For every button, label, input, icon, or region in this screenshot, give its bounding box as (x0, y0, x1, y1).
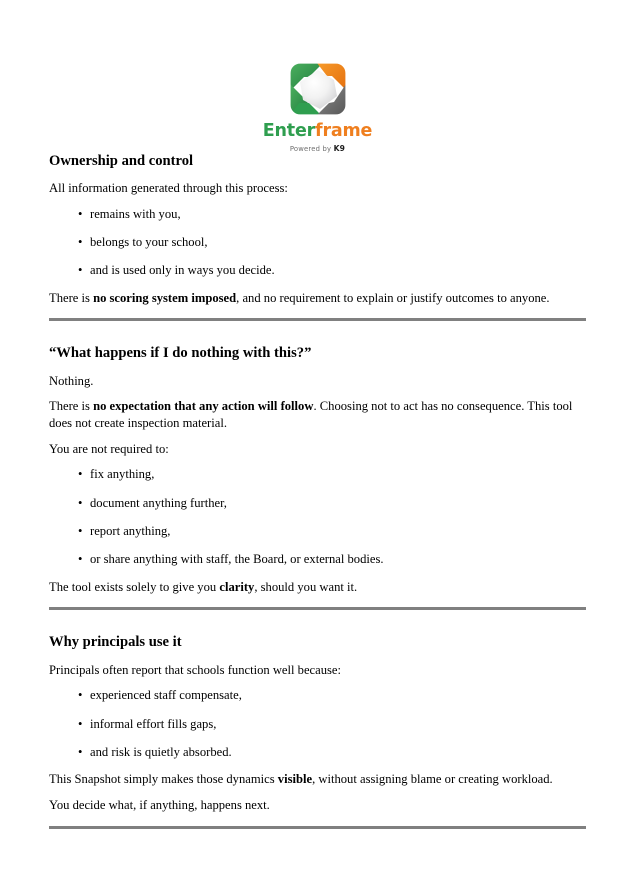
section-final-paragraph: You decide what, if anything, happens next. (49, 798, 270, 813)
bullet-icon: • (78, 467, 83, 482)
section-why-principals-use-it (49, 634, 586, 828)
list-item-label: and risk is quietly absorbed. (90, 745, 232, 760)
list-item-label: or share anything with staff, the Board, or external bodies. (90, 552, 384, 567)
list-item-label: remains with you, (90, 206, 181, 221)
section-body-paragraph (49, 398, 586, 431)
list-item (49, 466, 586, 482)
list-item (49, 687, 586, 703)
logo-wordmark (263, 123, 372, 141)
logo-tagline (290, 144, 345, 153)
section-intro-paragraph: All information generated through this process: (49, 181, 288, 195)
bullet-list (49, 687, 586, 760)
list-item-label: belongs to your school, (90, 234, 208, 249)
bullet-icon: • (78, 206, 83, 221)
bullet-icon: • (78, 552, 83, 567)
section-heading: Why principals use it (49, 634, 182, 651)
logo-wordmark-enter: Enter (262, 121, 316, 141)
section-lead-in-paragraph: You are not required to: (49, 441, 169, 456)
body-text-post: . Choosing not to act has no consequence. This tool does not create inspection material. (49, 399, 573, 431)
logo-wordmark-frame: frame (315, 121, 373, 141)
section-divider (49, 318, 586, 321)
list-item (49, 716, 586, 732)
list-item (49, 551, 586, 567)
list-item (49, 234, 586, 250)
bullet-icon: • (78, 523, 83, 538)
bullet-list (49, 206, 586, 279)
list-item-label: fix anything, (90, 467, 155, 482)
section-divider (49, 607, 586, 610)
closing-text-post: , should you want it. (254, 579, 358, 594)
closing-text-emphasis: clarity (219, 579, 255, 594)
bullet-icon: • (78, 495, 83, 510)
list-item (49, 206, 586, 222)
section-intro-paragraph: Principals often report that schools function well because: (49, 662, 342, 677)
closing-text-pre: There is (49, 290, 94, 305)
list-item-label: and is used only in ways you decide. (90, 263, 275, 278)
bullet-icon: • (78, 688, 83, 703)
body-text-emphasis: no expectation that any action will follow (93, 399, 314, 414)
section-divider (49, 826, 586, 829)
section-closing-paragraph (49, 290, 586, 307)
section-closing-paragraph (49, 579, 586, 596)
bullet-icon: • (78, 716, 83, 731)
document-content (0, 153, 635, 829)
closing-text-emphasis: visible (277, 772, 313, 787)
list-item-label: document anything further, (90, 495, 227, 510)
bullet-list (49, 466, 586, 567)
document-logo-header (0, 0, 635, 153)
section-what-happens-if-i-do-nothing (49, 345, 586, 610)
bullet-icon: • (78, 745, 83, 760)
closing-text-post: , without assigning blame or creating workload. (312, 772, 553, 787)
bullet-icon: • (78, 234, 83, 249)
list-item-label: report anything, (90, 523, 171, 538)
enterframe-aperture-logo-icon (287, 62, 349, 116)
section-intro-paragraph: Nothing. (49, 373, 94, 388)
closing-text-emphasis: no scoring system imposed (93, 290, 237, 305)
list-item (49, 744, 586, 760)
logo-tagline-brand: K9 (333, 143, 346, 153)
closing-text-post: , and no requirement to explain or justify outcomes to anyone. (236, 290, 550, 305)
list-item (49, 262, 586, 278)
closing-text-pre: This Snapshot simply makes those dynamics (49, 772, 278, 787)
list-item (49, 523, 586, 539)
section-ownership-and-control (49, 153, 586, 322)
list-item (49, 495, 586, 511)
section-heading: “What happens if I do nothing with this?” (49, 345, 312, 362)
section-heading: Ownership and control (49, 152, 194, 169)
logo-tagline-prefix: Powered by (289, 144, 334, 153)
closing-text-pre: The tool exists solely to give you (49, 579, 220, 594)
body-text-pre: There is (49, 399, 94, 414)
list-item-label: experienced staff compensate, (90, 688, 242, 703)
section-closing-paragraph (49, 771, 586, 788)
bullet-icon: • (78, 263, 83, 278)
list-item-label: informal effort fills gaps, (90, 716, 217, 731)
